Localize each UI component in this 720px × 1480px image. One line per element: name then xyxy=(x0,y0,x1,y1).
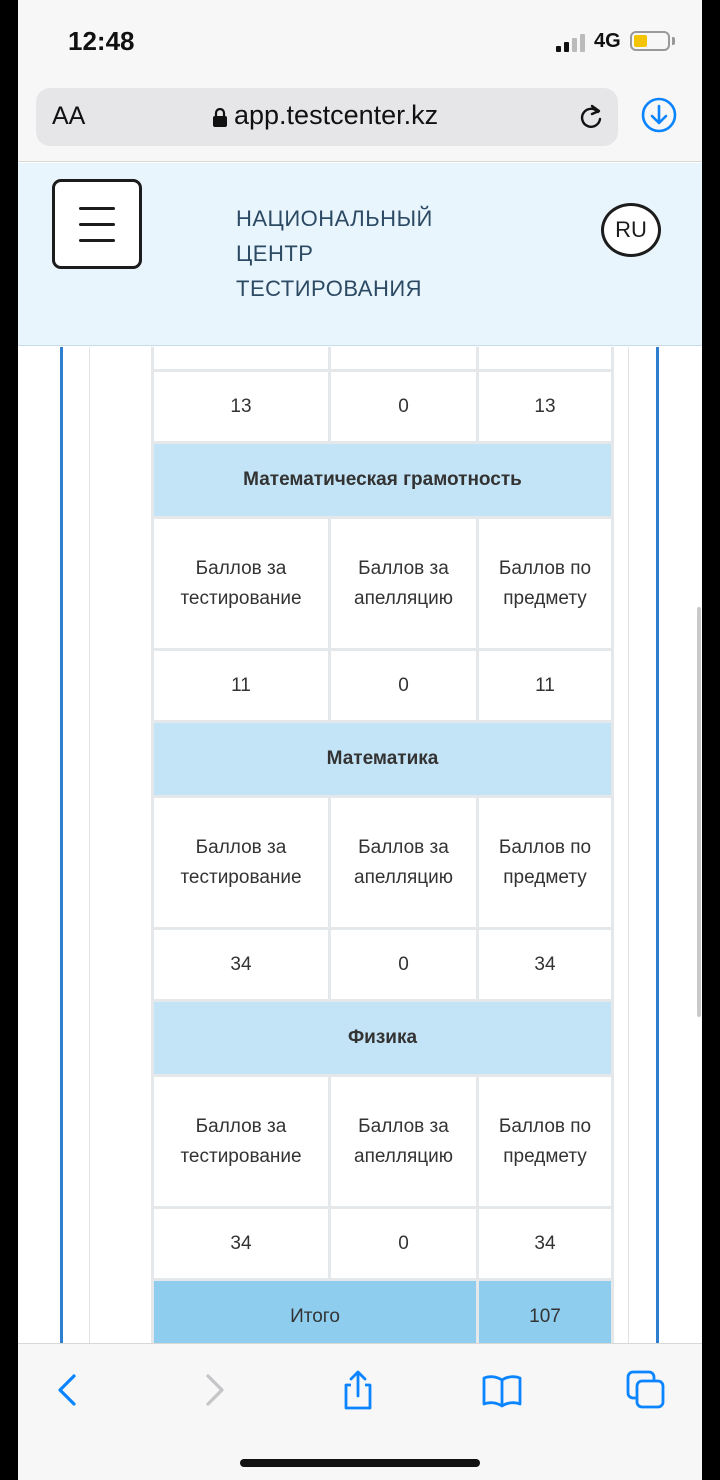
subject-label: Баллов по предмету xyxy=(478,1076,613,1208)
testing-score: 34 xyxy=(153,1208,330,1280)
site-header xyxy=(18,163,702,346)
reload-icon[interactable] xyxy=(576,102,606,132)
table-row xyxy=(153,347,613,371)
menu-button[interactable] xyxy=(52,179,142,269)
download-icon[interactable] xyxy=(640,96,678,134)
network-type: 4G xyxy=(594,30,621,52)
scrollbar[interactable] xyxy=(697,607,701,1017)
subject-name: Физика xyxy=(153,1001,613,1076)
tabs-icon[interactable] xyxy=(624,1368,668,1412)
text-size-label: AA xyxy=(52,102,86,130)
battery-icon xyxy=(630,31,670,51)
testing-score: 34 xyxy=(153,929,330,1001)
brand-line: ТЕСТИРОВАНИЯ xyxy=(236,276,423,301)
testing-score: 13 xyxy=(153,371,330,443)
subject-name: Математика xyxy=(153,722,613,797)
lock-icon xyxy=(212,108,228,128)
appeal-score: 0 xyxy=(330,1208,478,1280)
browser-toolbar xyxy=(18,1343,702,1480)
column-labels-row xyxy=(153,797,613,929)
total-row xyxy=(153,1280,613,1344)
testing-label: Баллов за тестирование xyxy=(153,518,330,650)
frame-border xyxy=(60,347,63,1343)
column-labels-row xyxy=(153,518,613,650)
table-row xyxy=(153,371,613,443)
signal-strength-icon xyxy=(556,34,588,52)
site-brand[interactable] xyxy=(236,201,496,306)
subject-header-row xyxy=(153,443,613,518)
url-text[interactable]: app.testcenter.kz xyxy=(234,100,439,130)
phone-screen xyxy=(18,0,702,1480)
table-row xyxy=(153,1208,613,1280)
frame-border xyxy=(656,347,659,1343)
subject-score: 11 xyxy=(478,650,613,722)
table-row xyxy=(153,929,613,1001)
testing-label: Баллов за тестирование xyxy=(153,797,330,929)
testing-score: 11 xyxy=(153,650,330,722)
subject-name: Математическая грамотность xyxy=(153,443,613,518)
appeal-score: 0 xyxy=(330,371,478,443)
brand-line: ЦЕНТР xyxy=(236,241,314,266)
column-labels-row xyxy=(153,1076,613,1208)
appeal-score: 0 xyxy=(330,650,478,722)
subject-score: 34 xyxy=(478,1208,613,1280)
appeal-score: 0 xyxy=(330,929,478,1001)
bookmarks-icon[interactable] xyxy=(480,1368,524,1412)
share-icon[interactable] xyxy=(336,1368,380,1412)
subject-label: Баллов по предмету xyxy=(478,797,613,929)
status-bar xyxy=(18,0,702,80)
subject-header-row xyxy=(153,722,613,797)
back-icon[interactable] xyxy=(46,1368,90,1412)
table-row xyxy=(153,650,613,722)
url-bar[interactable] xyxy=(36,88,618,146)
forward-icon[interactable] xyxy=(192,1368,236,1412)
home-indicator[interactable] xyxy=(240,1459,480,1467)
page-content xyxy=(18,347,702,1343)
menu-icon xyxy=(79,207,115,210)
appeal-label: Баллов за апелляцию xyxy=(330,1076,478,1208)
testing-label: Баллов за тестирование xyxy=(153,1076,330,1208)
total-value: 107 xyxy=(478,1280,613,1344)
browser-address-area xyxy=(18,80,702,162)
subject-score: 13 xyxy=(478,371,613,443)
appeal-label: Баллов за апелляцию xyxy=(330,797,478,929)
language-button[interactable]: RU xyxy=(601,203,661,257)
subject-header-row xyxy=(153,1001,613,1076)
subject-score: 34 xyxy=(478,929,613,1001)
subject-label: Баллов по предмету xyxy=(478,518,613,650)
brand-line: НАЦИОНАЛЬНЫЙ xyxy=(236,206,433,231)
appeal-label: Баллов за апелляцию xyxy=(330,518,478,650)
status-time: 12:48 xyxy=(68,26,135,56)
results-table xyxy=(151,347,614,1343)
text-size-button[interactable] xyxy=(52,102,85,131)
total-label: Итого xyxy=(153,1280,478,1344)
